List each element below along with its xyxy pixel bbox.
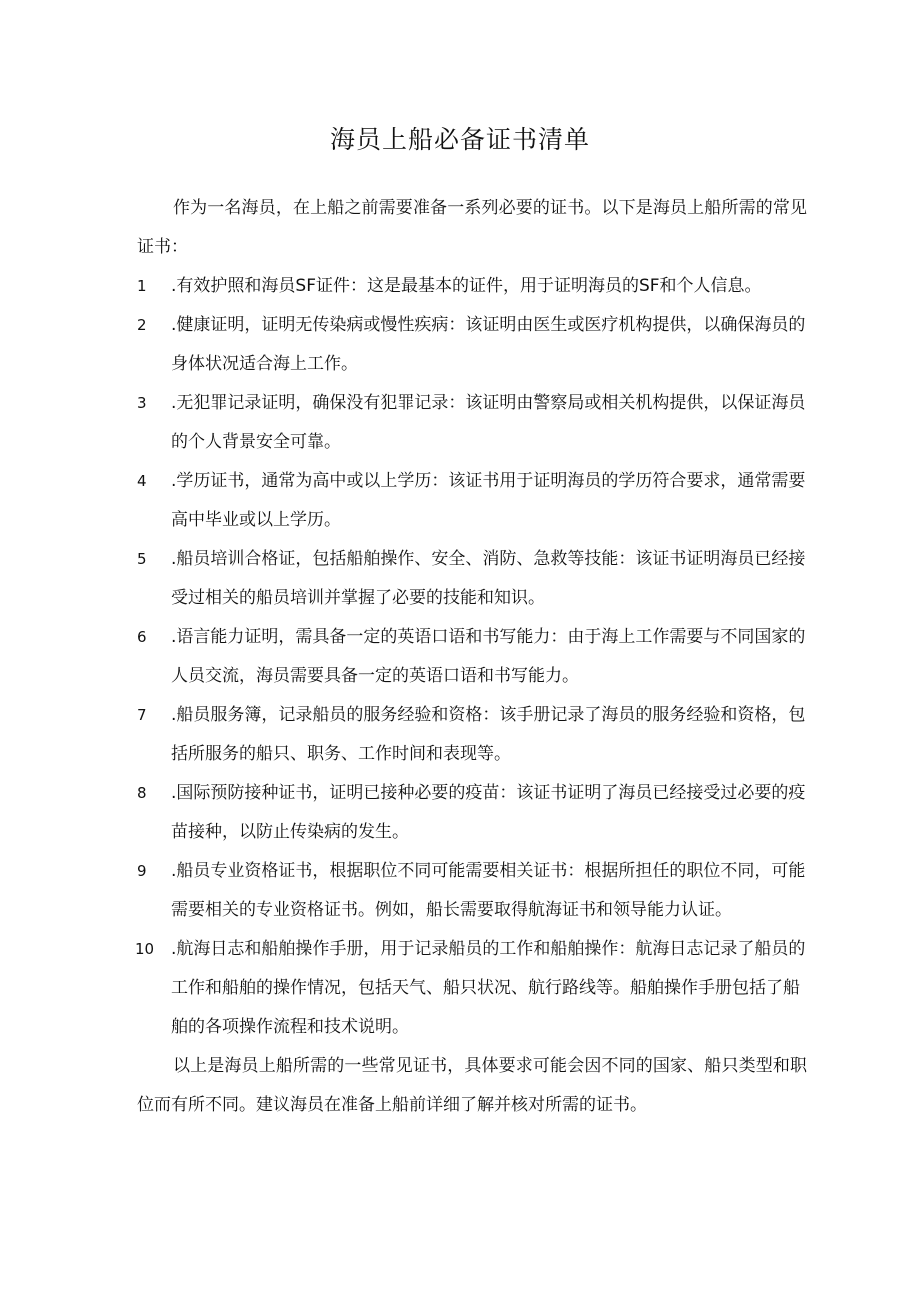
list-item-number: 8 xyxy=(137,784,147,802)
list-item-number: 6 xyxy=(137,628,147,646)
list-item xyxy=(137,774,807,852)
list-item-text: .船员专业资格证书，根据职位不同可能需要相关证书：根据所担任的职位不同，可能需要相关的专业资格证书。例如，船长需要取得航海证书和领导能力认证。 xyxy=(171,861,806,920)
list-item-text: .无犯罪记录证明，确保没有犯罪记录：该证明由警察局或相关机构提供，以保证海员的个人背景安全可靠。 xyxy=(171,393,806,452)
list-item xyxy=(137,384,807,462)
list-item-number: 7 xyxy=(137,706,147,724)
list-item-text: .健康证明，证明无传染病或慢性疾病：该证明由医生或医疗机构提供，以确保海员的身体状况适合海上工作。 xyxy=(171,315,806,374)
list-item-text: .国际预防接种证书，证明已接种必要的疫苗：该证书证明了海员已经接受过必要的疫苗接种，以防止传染病的发生。 xyxy=(171,783,806,842)
list-item xyxy=(137,267,807,306)
list-item-text: .船员服务簿，记录船员的服务经验和资格：该手册记录了海员的服务经验和资格，包括所服务的船只、职务、工作时间和表现等。 xyxy=(171,705,806,764)
list-item xyxy=(137,696,807,774)
list-item xyxy=(137,852,807,930)
list-item-text: .航海日志和船舶操作手册，用于记录船员的工作和船舶操作：航海日志记录了船员的工作和船舶的操作情况，包括天气、船只状况、航行路线等。船舶操作手册包括了船舶的各项操作流程和技术说明。 xyxy=(171,939,806,1037)
list-item-number: 10 xyxy=(135,940,155,958)
list-item-text: .学历证书，通常为高中或以上学历：该证书用于证明海员的学历符合要求，通常需要高中毕业或以上学历。 xyxy=(171,471,806,530)
list-item-number: 4 xyxy=(137,472,147,490)
list-item xyxy=(137,306,807,384)
document-body xyxy=(137,189,807,1125)
list-item xyxy=(137,540,807,618)
list-item xyxy=(137,462,807,540)
list-item-text: .语言能力证明，需具备一定的英语口语和书写能力：由于海上工作需要与不同国家的人员交流，海员需要具备一定的英语口语和书写能力。 xyxy=(171,627,806,686)
list-item xyxy=(137,930,807,1047)
list-item-text: .有效护照和海员SF证件：这是最基本的证件，用于证明海员的SF和个人信息。 xyxy=(171,276,762,296)
list-item-number: 5 xyxy=(137,550,147,568)
conclusion-paragraph: 以上是海员上船所需的一些常见证书，具体要求可能会因不同的国家、船只类型和职位而有所不同。建议海员在准备上船前详细了解并核对所需的证书。 xyxy=(137,1056,807,1115)
document-title: 海员上船必备证书清单 xyxy=(329,125,590,154)
list-item xyxy=(137,618,807,696)
list-item-text: .船员培训合格证，包括船舶操作、安全、消防、急救等技能：该证书证明海员已经接受过相关的船员培训并掌握了必要的技能和知识。 xyxy=(171,549,806,608)
list-item-number: 2 xyxy=(137,316,147,334)
list-item-number: 9 xyxy=(137,862,147,880)
list-item-number: 1 xyxy=(137,277,147,295)
certificate-list xyxy=(137,267,807,1047)
intro-paragraph: 作为一名海员，在上船之前需要准备一系列必要的证书。以下是海员上船所需的常见证书： xyxy=(137,198,807,257)
list-item-number: 3 xyxy=(137,394,147,412)
